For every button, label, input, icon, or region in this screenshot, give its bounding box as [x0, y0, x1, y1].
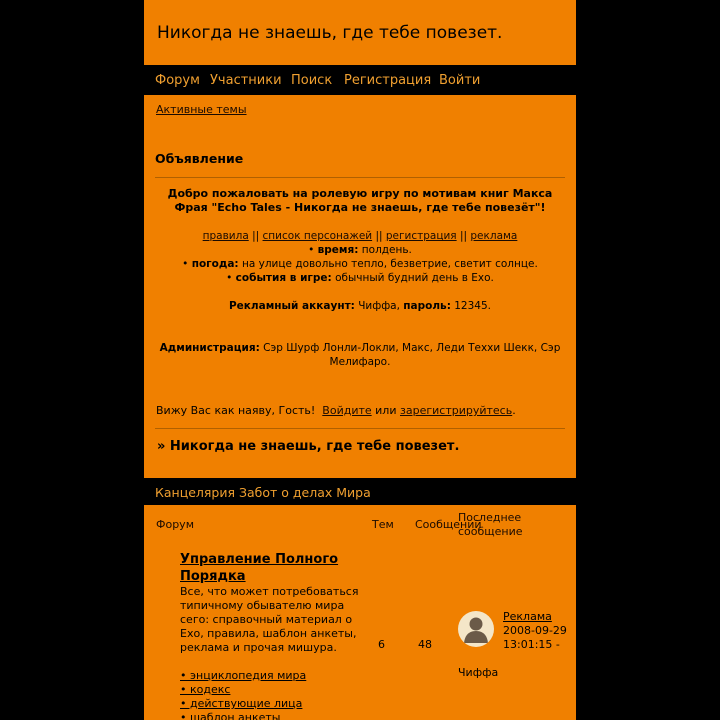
nav-register[interactable]: Регистрация [344, 73, 432, 88]
time-value: полдень. [361, 244, 412, 256]
rules-link[interactable]: правила [202, 230, 249, 242]
forum-description: Все, что может потребоваться типичному обывателю мира сего: справочный материал о Ехо, правила, шаблон анкеты, реклама и прочая мишура. [180, 585, 359, 654]
separator: || [252, 230, 260, 242]
weather-value: на улице довольно тепло, безветрие, светит солнце. [241, 258, 538, 270]
announcement-panel [144, 95, 576, 478]
forum-title-link[interactable]: Управление Полного Порядка [180, 552, 339, 584]
last-post-date: 2008-09-29 13:01:15 - [503, 624, 567, 651]
category-header [144, 478, 576, 505]
time-line: • время: полдень. [308, 244, 412, 256]
announcement-heading: Объявление [155, 151, 244, 166]
page-container [144, 0, 576, 720]
topics-count: 6 [378, 638, 385, 651]
advertising-link[interactable]: реклама [470, 230, 518, 242]
subforum-link[interactable]: • шаблон анкеты [180, 711, 281, 720]
header-last-post: Последнее сообщение [458, 511, 523, 538]
welcome-text: Добро пожаловать на ролевую игру по мотивам книг Макса Фрая "Echo Tales - Никогда не знаешь, где тебе повезёт"! [167, 187, 553, 214]
subforum-link[interactable]: • кодекс [180, 683, 231, 696]
events-value: обычный будний день в Ехо. [335, 272, 494, 284]
last-post-link[interactable]: Реклама [503, 610, 552, 623]
guest-greeting: Вижу Вас как наяву, Гость! Войдите или зарегистрируйтесь. [156, 404, 516, 417]
header-topics: Тем [372, 518, 394, 531]
ad-account-line [155, 299, 565, 313]
divider [155, 177, 565, 178]
time-label: время: [317, 244, 359, 256]
administration-line [155, 341, 565, 369]
forum-table [144, 505, 576, 720]
password-label: пароль: [403, 300, 451, 312]
nav-login[interactable]: Войти [439, 73, 481, 88]
login-link[interactable]: Войдите [322, 404, 372, 417]
events-label: события в игре: [235, 272, 332, 284]
active-topics-link[interactable]: Активные темы [156, 103, 247, 116]
category-title[interactable]: Канцелярия Забот о делах Мира [155, 485, 371, 500]
site-title: Никогда не знаешь, где тебе повезет. [157, 23, 503, 43]
avatar [458, 611, 494, 647]
register-link[interactable]: зарегистрируйтесь [400, 404, 513, 417]
header-posts: Сообщений [415, 518, 482, 531]
nav-members[interactable]: Участники [210, 73, 282, 88]
announcement-links [155, 229, 565, 243]
registration-link[interactable]: регистрация [385, 230, 457, 242]
admin-value: Сэр Шурф Лонли-Локли, Макс, Леди Теххи Шекк, Сэр Мелифаро. [263, 342, 561, 368]
main-nav [144, 65, 576, 95]
characters-link[interactable]: список персонажей [262, 230, 373, 242]
posts-count: 48 [418, 638, 432, 651]
divider [155, 428, 565, 429]
user-silhouette-icon [458, 611, 494, 647]
separator: || [375, 230, 383, 242]
weather-line: • погода: на улице довольно тепло, безветрие, светит солнце. [182, 258, 538, 270]
breadcrumb: » Никогда не знаешь, где тебе повезет. [157, 439, 460, 454]
nav-search[interactable]: Поиск [291, 73, 333, 88]
header-forum: Форум [156, 518, 194, 531]
ad-account-value: Чиффа, [358, 300, 400, 312]
site-header [144, 0, 576, 65]
guest-text: Вижу Вас как наяву, Гость! [156, 404, 316, 417]
password-value: 12345. [454, 300, 491, 312]
subforum-link[interactable]: • действующие лица [180, 697, 303, 710]
separator: || [459, 230, 468, 242]
ad-account-label: Рекламный аккаунт: [228, 300, 355, 312]
weather-label: погода: [191, 258, 239, 270]
admin-label: Администрация: [159, 342, 260, 354]
events-line: • события в игре: обычный будний день в Ехо. [226, 272, 494, 284]
last-post-author: Чиффа [458, 666, 499, 679]
subforum-link[interactable]: • энциклопедия мира [180, 669, 307, 682]
nav-forum[interactable]: Форум [155, 73, 200, 88]
